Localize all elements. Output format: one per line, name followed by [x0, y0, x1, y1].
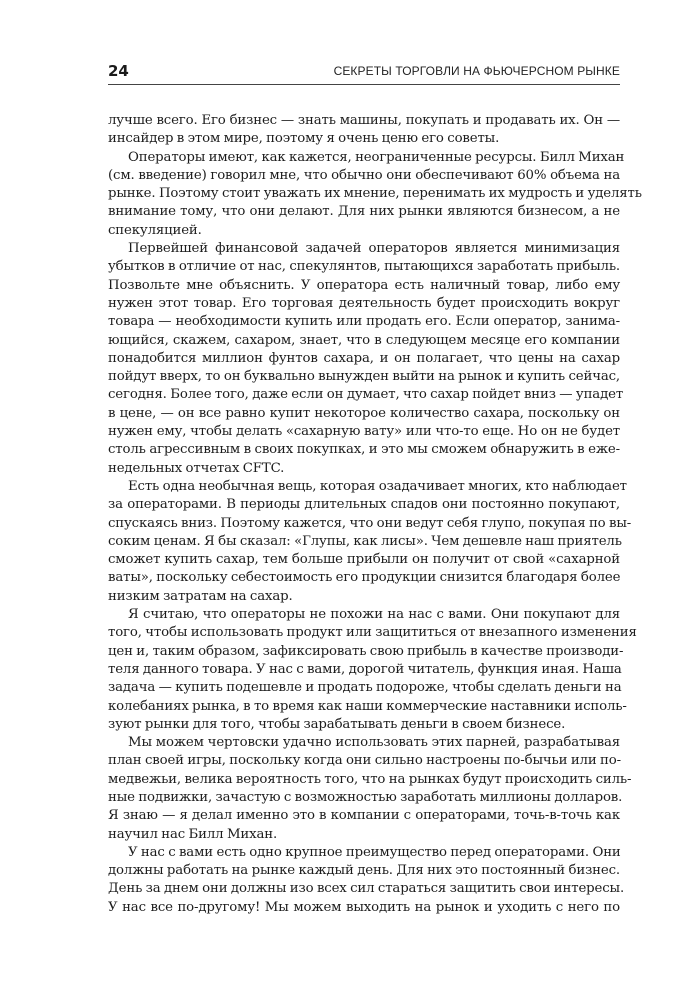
text-line: научил нас Билл Михан. [108, 826, 278, 842]
text-line: теля данного товара. У нас с вами, дорогой читатель, функция иная. Наша [108, 661, 622, 677]
text-line: ваты», поскольку себестоимость его продукции снизится благодаря более [108, 570, 621, 586]
paragraph [108, 606, 637, 734]
page-number: 24 [108, 62, 129, 80]
text-line: цен и, таким образом, зафиксировать свою прибыль в качестве производи- [108, 643, 624, 659]
text-line: лучше всего. Его бизнес — знать машины, покупать и продавать их. Он — [108, 113, 620, 128]
paragraph [108, 240, 624, 478]
body-text [108, 112, 642, 917]
text-line: сможет купить сахар, тем больше прибыли он получит от свой «сахарной [108, 552, 620, 568]
text-line: в цене, — он все равно купит некоторое количество сахара, поскольку он [108, 405, 620, 421]
text-line: (см. введение) говорил мне, что обычно они обеспечивают 60% объема на [108, 167, 620, 183]
text-line: за операторами. В периоды длительных спадов они постоянно покупают, [108, 497, 620, 513]
running-header [108, 62, 620, 85]
text-line: нужен ему, чтобы делать «сахарную вату» или что-то еще. Но он не будет [108, 424, 620, 440]
text-line: Позвольте мне объяснить. У оператора есть наличный товар, либо ему [108, 277, 620, 293]
text-line: зуют рынки для того, чтобы зарабатывать деньги в своем бизнесе. [108, 716, 566, 732]
text-line: Мы можем чертовски удачно использовать этих парней, разрабатывая [128, 735, 620, 751]
text-line: пойдут вверх, то он буквально вынужден выйти на рынок и купить сейчас, [108, 369, 620, 385]
paragraph [108, 149, 642, 240]
text-line: У нас все по-другому! Мы можем выходить на рынок и уходить с него по [108, 899, 620, 915]
text-line: ные подвижки, зачастую с возможностью заработать миллионы долларов. [108, 789, 623, 805]
text-line: задача — купить подешевле и продать подороже, чтобы сделать деньги на [108, 680, 622, 696]
text-line: День за днем они должны изо всех сил стараться защитить свои интересы. [108, 881, 625, 897]
text-line: рынке. Поэтому стоит уважать их мнение, перенимать их мудрость и уделять [108, 186, 642, 202]
text-line: товара — необходимости купить или продать его. Если оператор, занима- [108, 314, 620, 330]
paragraph [108, 478, 632, 606]
text-line: медвежьи, велика вероятность того, что на рынках будут происходить силь- [108, 771, 632, 787]
text-line: Я считаю, что операторы не похожи на нас с вами. Они покупают для [128, 607, 620, 623]
running-title: СЕКРЕТЫ ТОРГОВЛИ НА ФЬЮЧЕРСНОМ РЫНКЕ [333, 64, 620, 78]
text-line: ющийся, скажем, сахаром, знает, что в следующем месяце его компании [108, 332, 620, 348]
text-line: план своей игры, поскольку когда они сильно настроены по-бычьи или по- [108, 753, 621, 769]
paragraph [108, 844, 625, 917]
text-line: внимание тому, что они делают. Для них рынки являются бизнесом, а не [108, 204, 620, 220]
paragraph [108, 734, 632, 844]
paragraph [108, 112, 620, 149]
text-line: низким затратам на сахар. [108, 588, 293, 604]
text-line: спекуляцией. [108, 222, 202, 238]
text-line: должны работать на рынке каждый день. Для них это постоянный бизнес. [108, 863, 620, 879]
text-line: Я знаю — я делал именно это в компании с операторами, точь-в-точь как [108, 808, 620, 824]
text-line: столь агрессивным в своих покупках, и это мы сможем обнаружить в еже- [108, 442, 620, 458]
text-line: того, чтобы использовать продукт или защититься от внезапного изменения [108, 625, 637, 641]
text-line: понадобится миллион фунтов сахара, и он полагает, что цены на сахар [108, 350, 620, 366]
text-line: колебаниях рынка, в то время как наши коммерческие наставники исполь- [108, 698, 627, 714]
text-line: убытков в отличие от нас, спекулянтов, пытающихся заработать прибыль. [108, 259, 620, 275]
text-line: инсайдер в этом мире, поэтому я очень ценю его советы. [108, 131, 500, 147]
text-line: Операторы имеют, как кажется, неограниченные ресурсы. Билл Михан [128, 149, 625, 165]
text-line: Первейшей финансовой задачей операторов является минимизация [128, 241, 620, 257]
text-line: Есть одна необычная вещь, которая озадачивает многих, кто наблюдает [128, 478, 627, 494]
text-line: недельных отчетах CFTC. [108, 460, 285, 476]
text-line: сегодня. Более того, даже если он думает, что сахар пойдет вниз — упадет [108, 387, 624, 403]
text-line: спускаясь вниз. Поэтому кажется, что они ведут себя глупо, покупая по вы- [108, 515, 632, 531]
text-line: нужен этот товар. Его торговая деятельность будет происходить вокруг [108, 295, 620, 311]
text-line: соким ценам. Я бы сказал: «Глупы, как лисы». Чем дешевле наш приятель [108, 533, 622, 549]
text-line: У нас с вами есть одно крупное преимущество перед операторами. Они [128, 844, 621, 860]
